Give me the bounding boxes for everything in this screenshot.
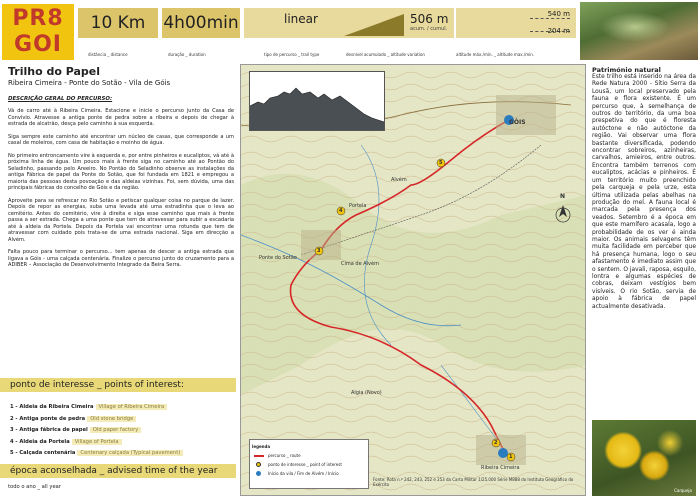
header-photo — [580, 2, 698, 60]
legend-route: percurso _ route — [252, 451, 366, 460]
legend-route-swatch — [254, 455, 264, 457]
logo-line1: PR8 — [12, 6, 64, 31]
legend-start: Início da vila / Fim de Alvém / Início — [252, 469, 366, 478]
label-gois: GÓIS — [509, 119, 526, 126]
route-type: linear — [284, 12, 318, 26]
poi-number-5: 5 — [439, 160, 443, 166]
altitude-min: 204 m — [547, 27, 570, 35]
list-item: 3 - Antiga fábrica de papel Old paper factory — [10, 425, 236, 437]
duration-box: 4h00min — [162, 8, 240, 38]
label-cima-alvem: Cima de Alvém — [341, 261, 379, 267]
caption-trail-type: tipo de percurso _ trail type — [264, 52, 320, 57]
description-paragraph: Siga sempre este caminho até encontrar um núcleo de casas, que corresponde a um casal de moleiros, com casa de habitação e moinho de água. — [8, 133, 234, 146]
label-alvem: Alvém — [391, 177, 407, 183]
route-end-marker[interactable] — [498, 448, 508, 458]
altitude-box — [456, 8, 576, 38]
cumulative-climb: 506 m — [410, 12, 449, 26]
map-legend — [249, 439, 369, 489]
photo-caption: Carqueja — [674, 488, 692, 493]
trail-type-box — [244, 8, 454, 38]
list-item: 4 - Aldeia da Portela Village of Portela — [10, 437, 236, 449]
distance-box: 10 Km — [78, 8, 158, 38]
list-item: 5 - Calçada centenária Centenary calçada (Typical pavement) — [10, 448, 236, 460]
list-item: 1 - Aldeia da Ribeira Cimeira Village of Ribeira Cimeira — [10, 402, 236, 414]
caption-distance: distância _ distance — [88, 52, 128, 57]
description-column — [8, 65, 234, 269]
natural-heritage-text: Este trilho está inserido na área da Rede Natura 2000 - Sítio Serra da Lousã, um local preservado pela fauna e flora existente. É um percurso que, à semelhança de outros do território, da uma boa prespetiva do que é floresta autóctone e não autóctone da região. Vai observar uma flora bastante diversificada, podendo encontrar sobreiros, azinheiras, carvalhos, amieiros, entre outros. Encontra também terrenos com eucaliptos, acácias e pinheiros. É um território muito preenchido pela carqueja e pela urze, esta última utilizada pelas abelhas na produção do mel. A fauna local é marcada pela presença dos veados. Setembro é a época em que este mamífero acasala, logo a probabilidade de os ver é ainda maior. Os animais selvagens têm muita facilidade em perceber que há presença humana, logo o seu afastamento é imediato assim que o sentem. O javali, raposa, esquilo, lontra e algumas espécies de cobras, deixam vestígios bem visíveis. O rio Sotão, servia de apoio à fábrica de papel actualmente desativada. — [592, 74, 696, 310]
poi-number-2: 2 — [494, 440, 498, 446]
season-heading-pt: época aconselhada — [10, 466, 97, 476]
trail-title: Trilho do Papel — [8, 65, 101, 78]
description-heading: DESCRIÇÃO GERAL DO PERCURSO: — [8, 96, 113, 102]
cumulative-climb-caption: acum. / cumul. — [410, 26, 448, 32]
poi-number-4: 4 — [339, 208, 343, 214]
logo-line2: GOI — [14, 32, 62, 57]
natural-heritage-title: Património natural — [592, 66, 661, 74]
carqueja-photo — [592, 420, 696, 496]
legend-start-swatch — [256, 471, 261, 476]
poi-heading-pt: ponto de interesse — [10, 380, 95, 390]
poi-list — [10, 402, 236, 460]
description-paragraph: No primeiro entroncamento vire à esquerda e, por entre pinheiros e eucaliptos, vá até à próxima linha de água. Um pouco mais à frente siga no caminho até ao Pontão do Seladinho, passando pelo Areeiro. No Pontão do Seladinho observe as instalações da antiga Fábrica de papel da Ponte do Sotão, que foi fundada em 1821 e empregou a maioria das pessoas desta povoação e das aldeias vizinhas. Foi, sem dúvida, uma das principais fábricas do concelho de Góis e da região. — [8, 152, 234, 191]
elevation-profile-chart — [250, 72, 384, 130]
description-paragraph: Vá de carro até à Ribeira Cimeira. Estacione e inicie o percurso junto da Casa de Convívio. Atravesse a antiga ponte de pedra sobre a ribeira e depois de chegar à estrada de alcatrão, desça pelo caminho à sua esquerda. — [8, 108, 234, 127]
caption-altitude-maxmin: altitude máx./mín. _ altitude max./min. — [456, 52, 535, 57]
map-credit: Fonte: Rota n.º 242, 243, 252 e 253 da Carta Militar 1/25.000 Série M888 do Instituto Geográfico do Exército — [373, 477, 574, 487]
trail-subtitle: Ribeira Cimeira - Ponte do Sotão - Vila de Góis — [8, 79, 171, 87]
label-algi-novo: Algia (Novo) — [351, 390, 382, 396]
north-label: N — [560, 193, 566, 200]
description-paragraph: Falta pouco para terminar o percurso... tem apenas de descer a antiga estrada que ligava a Góis - uma calçada centenária. Finalize o percurso junto do cruzamento para a ADIBER – Associação de Desenvolvimento Integrado da Beira Serra. — [8, 249, 234, 268]
altitude-max: 540 m — [547, 10, 570, 18]
natural-heritage-column — [592, 66, 696, 311]
caption-duration: duração _ duration — [168, 52, 206, 57]
label-portela: Portela — [349, 203, 367, 209]
caption-altitude-variation: desnível acumulado _ altitude variation — [346, 52, 425, 57]
legend-title: legenda — [252, 444, 271, 449]
poi-heading: ponto de interesse _ points of interest: — [0, 378, 236, 392]
label-ribeira-cimeira: Ribeira Cimeira — [481, 465, 520, 471]
header — [0, 0, 700, 62]
legend-poi: ponto de interesse _ point of interest — [252, 460, 366, 469]
season-heading: época aconselhada _ advised time of the year — [0, 464, 236, 478]
season-value: todo o ano _ all year — [8, 484, 61, 490]
elevation-profile — [249, 71, 385, 131]
list-item: 2 - Antiga ponte de pedra Old stone bridge — [10, 414, 236, 426]
description-paragraph: Aproveite para se refrescar no Rio Sotão e petiscar qualquer coisa no parque de lazer. Depois de repor as energias, suba uma levada até uma estradinha que o leva ao cemitério. Antes do cemitério, vire à direita e siga esse caminho que mais à frente passa a ser estrada. Chega a uma ponte que tem de atravessar para subir a escadaria até à aldeia da Portela. Depois da Portela vai encontrar uma rotunda que tem de atravessar com cuidado pois trata-se de uma estrada nacional. Siga em direcção a Alvém. — [8, 197, 234, 243]
poi-number-1: 1 — [509, 454, 513, 460]
pr8-goi-logo — [2, 4, 74, 60]
ramp-icon — [344, 12, 404, 36]
legend-poi-swatch — [256, 462, 261, 467]
label-ponte-sotao: Ponte do Sotão — [259, 255, 297, 261]
poi-number-3: 3 — [317, 248, 321, 254]
route-map[interactable] — [240, 64, 586, 496]
season-heading-en: advised time of the year — [107, 466, 218, 476]
poi-heading-en: points of interest: — [104, 380, 184, 390]
